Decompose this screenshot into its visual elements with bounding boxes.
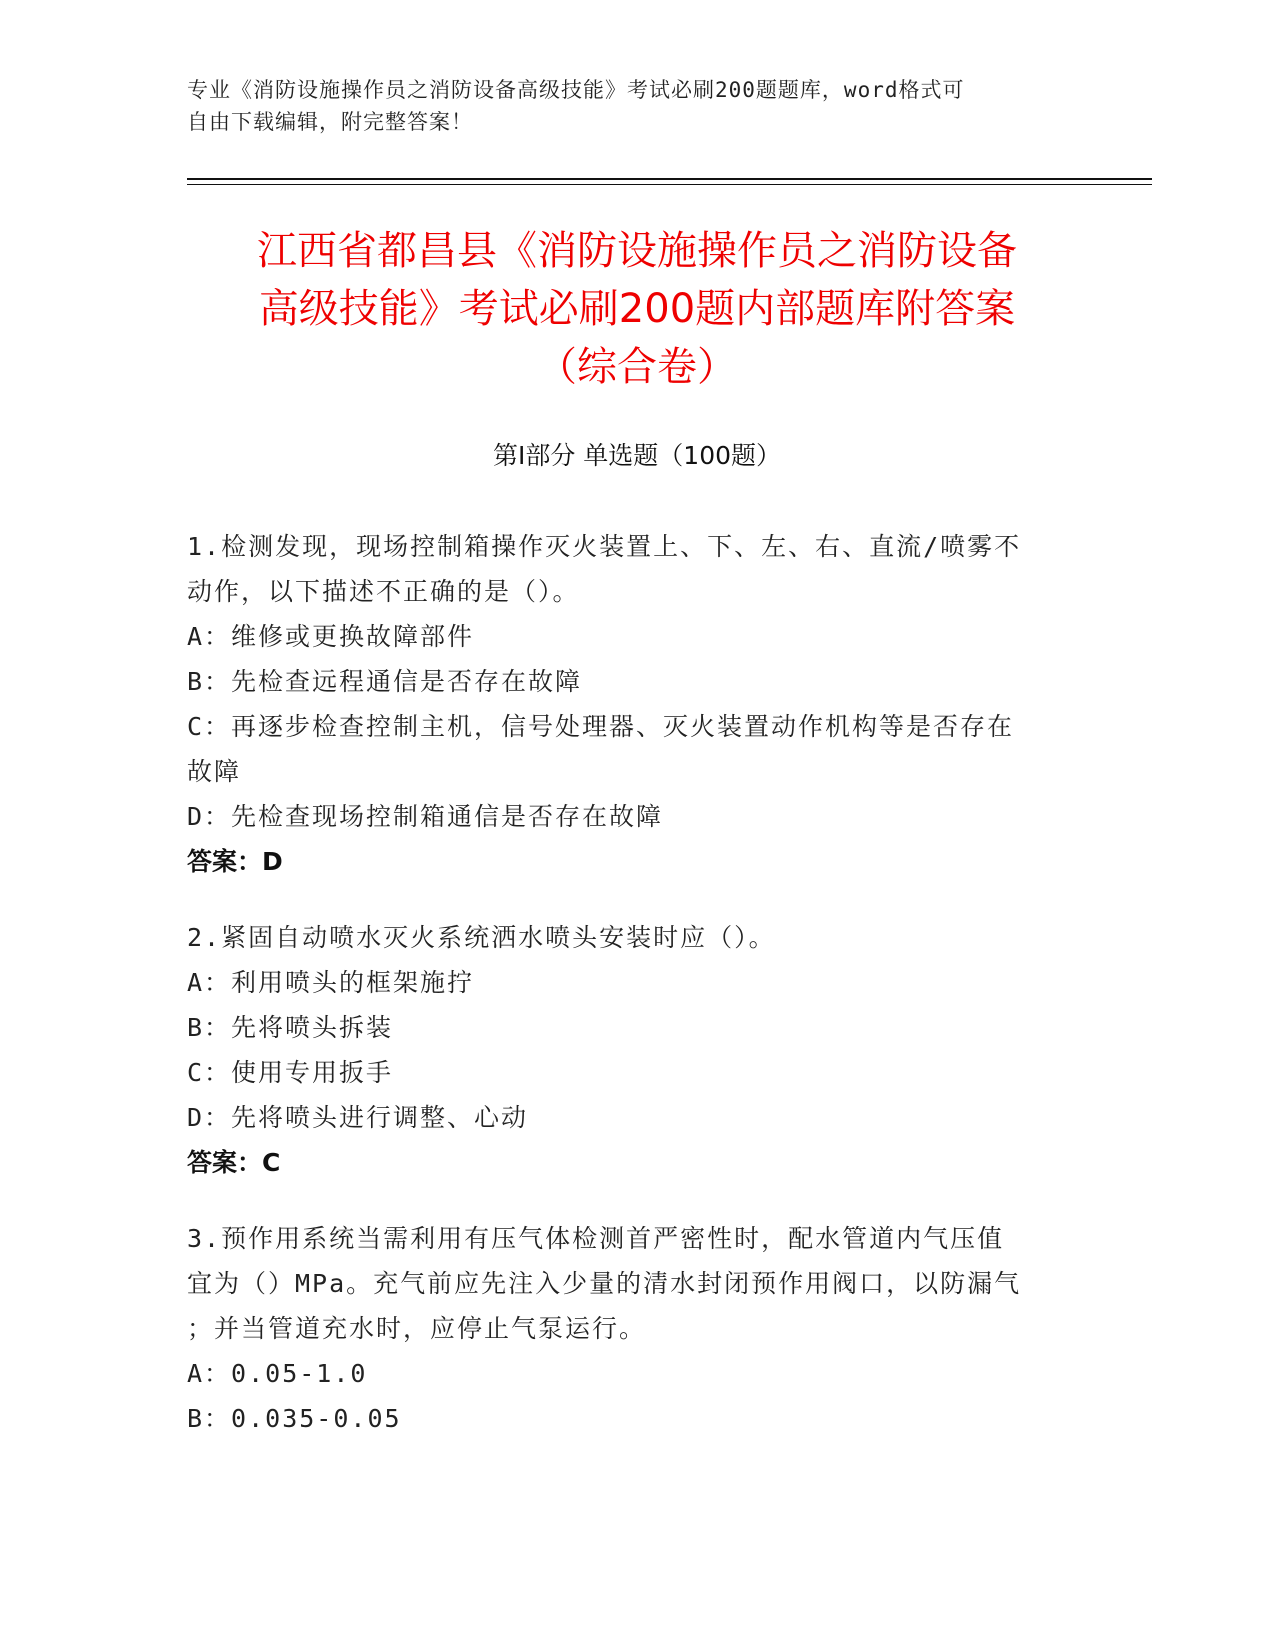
option-b: B：0.035-0.05 <box>187 1404 402 1433</box>
answer-label: 答案：D <box>187 847 283 876</box>
option-d: D：先检查现场控制箱通信是否存在故障 <box>187 802 664 831</box>
document-title-line: 高级技能》考试必刷200题内部题库附答案 <box>258 286 1016 332</box>
header-note <box>187 74 1067 138</box>
question-1 <box>187 524 1067 885</box>
document-title-line: （综合卷） <box>537 344 737 390</box>
question-2 <box>187 915 1067 1186</box>
option-c: C：再逐步检查控制主机，信号处理器、灭火装置动作机构等是否存在 <box>187 712 1015 741</box>
header-note-line: 专业《消防设施操作员之消防设备高级技能》考试必刷200题题库，word格式可 <box>187 78 965 102</box>
option-d: D：先将喷头进行调整、心动 <box>187 1103 529 1132</box>
option-b: B：先检查远程通信是否存在故障 <box>187 667 583 696</box>
document-title-line: 江西省都昌县《消防设施操作员之消防设备 <box>257 228 1017 274</box>
answer-label: 答案：C <box>187 1148 281 1177</box>
question-stem: 2.紧固自动喷水灭火系统洒水喷头安装时应（）。 <box>187 923 776 952</box>
question-stem: ；并当管道充水时，应停止气泵运行。 <box>187 1314 647 1343</box>
header-divider-thin <box>187 184 1152 185</box>
option-a: A：0.05-1.0 <box>187 1359 368 1388</box>
option-c-continued: 故障 <box>187 757 242 786</box>
question-list <box>187 524 1067 1471</box>
option-b: B：先将喷头拆装 <box>187 1013 394 1042</box>
header-note-line: 自由下载编辑，附完整答案！ <box>187 110 473 134</box>
question-stem: 动作，以下描述不正确的是（）。 <box>187 577 580 606</box>
section-title: 第Ⅰ部分 单选题（100题） <box>492 441 782 470</box>
question-3 <box>187 1216 1067 1441</box>
question-stem: 3.预作用系统当需利用有压气体检测首严密性时，配水管道内气压值 <box>187 1224 1005 1253</box>
option-a: A：维修或更换故障部件 <box>187 622 475 651</box>
question-stem: 1.检测发现，现场控制箱操作灭火装置上、下、左、右、直流/喷雾不 <box>187 532 1022 561</box>
option-c: C：使用专用扳手 <box>187 1058 394 1087</box>
document-title <box>187 222 1087 396</box>
option-a: A：利用喷头的框架施拧 <box>187 968 475 997</box>
question-stem: 宜为（）MPa。充气前应先注入少量的清水封闭预作用阀口，以防漏气 <box>187 1269 1022 1298</box>
header-divider-thick <box>187 178 1152 180</box>
